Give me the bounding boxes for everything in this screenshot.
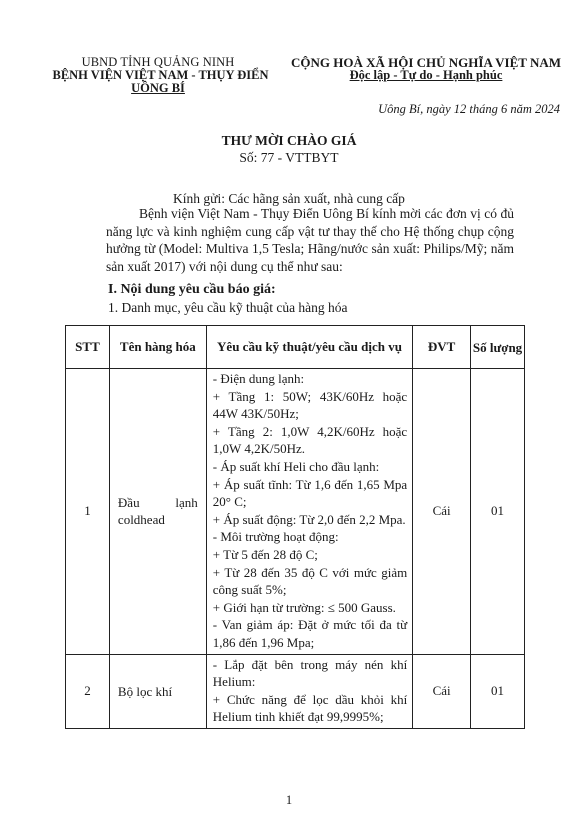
document-number: Số: 77 - VTTBYT	[239, 150, 339, 165]
section-heading: I. Nội dung yêu cầu báo giá:	[108, 282, 276, 297]
table-header-row	[66, 326, 525, 369]
org-name-line2: UÔNG BÍ	[131, 81, 185, 95]
req-line: + Chức năng để lọc dầu khỏi khí Helium tinh khiết đạt 99,9995%;	[212, 691, 408, 725]
row-stt: 1	[66, 369, 110, 655]
req-line: + Tầng 2: 1,0W 4,2K/60Hz hoặc 1,0W 4,2K/50Hz.	[212, 423, 408, 457]
req-line: - Môi trường hoạt động:	[212, 529, 339, 545]
row-unit: Cái	[413, 654, 471, 728]
table-row	[66, 654, 525, 728]
row-requirements	[206, 369, 412, 655]
req-line: - Điện dung lạnh:	[212, 371, 305, 386]
document-date: Uông Bí, ngày 12 tháng 6 năm 2024	[378, 102, 560, 116]
req-line: + Áp suất động: Từ 2,0 đến 2,2 Mpa.	[212, 511, 406, 527]
table-row	[66, 369, 525, 655]
req-line: + Từ 5 đến 28 độ C;	[212, 546, 318, 562]
org-parent: UBND TỈNH QUẢNG NINH	[81, 55, 235, 69]
header-quantity: Số lượng	[471, 326, 525, 369]
req-line: + Từ 28 đến 35 độ C với mức giảm công suất 5%;	[212, 564, 408, 598]
row-stt: 2	[66, 654, 110, 728]
req-line: + Giới hạn từ trường: ≤ 500 Gauss.	[212, 599, 396, 615]
row-unit: Cái	[413, 369, 471, 655]
row-name: Đầu lạnh coldhead	[109, 369, 206, 655]
header-unit: ĐVT	[413, 326, 471, 369]
header-requirements: Yêu cầu kỹ thuật/yêu cầu dịch vụ	[206, 326, 412, 369]
row-quantity: 01	[471, 369, 525, 655]
org-name: BỆNH VIỆN VIỆT NAM - THỤY ĐIỂN	[52, 68, 269, 82]
req-line: - Lắp đặt bên trong máy nén khí Helium:	[212, 656, 408, 690]
row-requirements	[206, 654, 412, 728]
req-line: + Áp suất tĩnh: Từ 1,6 đến 1,65 Mpa 20° C;	[212, 476, 408, 510]
document-title: THƯ MỜI CHÀO GIÁ	[221, 133, 357, 148]
req-line: - Van giảm áp: Đặt ở mức tối đa từ 1,86 đến 1,96 Mpa;	[212, 617, 408, 650]
header-stt: STT	[66, 326, 110, 369]
goods-table	[65, 325, 525, 729]
nation-title: CỘNG HOÀ XÃ HỘI CHỦ NGHĨA VIỆT NAM	[290, 55, 562, 70]
subsection-heading: 1. Danh mục, yêu cầu kỹ thuật của hàng hóa	[108, 300, 348, 315]
header-name: Tên hàng hóa	[109, 326, 206, 369]
req-line: + Tầng 1: 50W; 43K/60Hz hoặc 44W 43K/50Hz;	[212, 388, 408, 422]
row-name: Bộ lọc khí	[109, 654, 206, 728]
nation-motto: Độc lập - Tự do - Hạnh phúc	[349, 68, 503, 82]
recipient-line: Kính gửi: Các hãng sản xuất, nhà cung cấp	[173, 191, 405, 206]
req-line: - Áp suất khí Heli cho đầu lạnh:	[212, 458, 380, 474]
page-number: 1	[285, 793, 293, 807]
row-quantity: 01	[471, 654, 525, 728]
intro-paragraph: Bệnh viện Việt Nam - Thụy Điển Uông Bí kính mời các đơn vị có đủ năng lực và kinh nghiệm cung cấp vật tư thay thế cho Hệ thống chụp cộng hưởng từ (Model: Multiva 1,5 Tesla; Hãng/nước sản xuất: Philips/Mỹ; năm sản xuất 2017) với nội dung cụ thể như sau:	[106, 206, 514, 274]
